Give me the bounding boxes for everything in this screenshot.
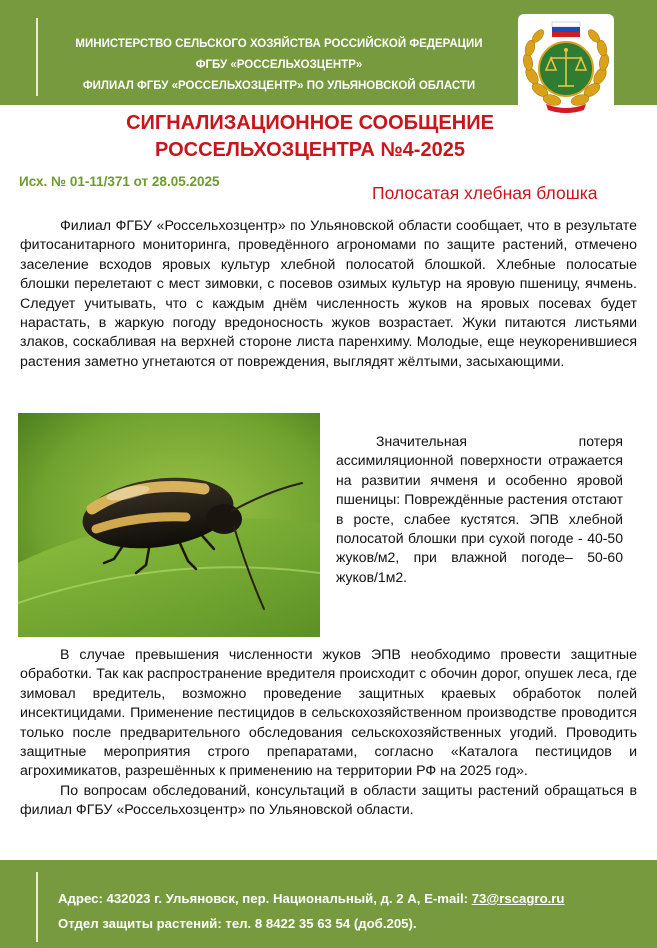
treatment-text: В случае превышения численности жуков ЭПВ необходимо провести защитные обработки. Так как распространение вредителя происходит с обочин дорог, опушек леса, где зимовал вредитель, возможно проведение защитных краевых обработок полей инсектицидами. Применение пестицидов в сельскохозяйственном производстве проводится только после предварительного обследования сельскохозяйственных угодий. Проводить защитные мероприятия строго препаратами, согласно «Каталога пестицидов и агрохимикатов, разрешённых к применению на территории РФ на 2025 год». — [20, 647, 637, 780]
footer-contacts — [58, 886, 564, 936]
header-divider-line — [36, 18, 38, 96]
page-title — [80, 110, 540, 164]
email-link[interactable]: 73@rscagro.ru — [471, 891, 565, 906]
intro-paragraph — [20, 217, 637, 372]
header-organization — [44, 34, 514, 97]
footer-address: Адрес: 432023 г. Ульяновск, пер. Национальный, д. 2 А, E-mail: — [58, 891, 472, 906]
contact-paragraph — [20, 782, 637, 821]
contact-text: По вопросам обследований, консультаций в области защиты растений обращаться в филиал ФГБУ «Россельхозцентр» по Ульяновской области. — [20, 782, 637, 819]
footer-address-line — [58, 886, 564, 911]
title-line-2: РОССЕЛЬХОЗЦЕНТРА №4-2025 — [155, 139, 465, 161]
title-line-1: СИГНАЛИЗАЦИОННОЕ СООБЩЕНИЕ — [126, 112, 494, 134]
intro-text: Филиал ФГБУ «Россельхозцентр» по Ульяновской области сообщает, что в результате фитосанитарного мониторинга, проведённого агрономами по защите растений, отмечено заселение всходов яровых культур хлебной полосатой блошкой. Хлебные полосатые блошки перелетают с мест зимовки, с посевов озимых культур на яровую пшеницу, ячмень. Следует учитывать, что с каждым днём численность жуков на яровых посевах будет нарастать, в жаркую погоду вредоносность жуков возрастает. Жуки питаются листьями злаков, соскабливая на верхней стороне листа паренхиму. Молодые, еще неукоренившиеся растения заметно угнетаются от повреждения, выглядят жёлтыми, засыхающими. — [20, 218, 637, 370]
footer-divider-line — [36, 872, 38, 942]
treatment-section — [20, 646, 637, 821]
side-text: Значительная потеря ассимиляционной поверхности отражается на развитии ячменя и особенно яровой пшеницы: Повреждённые растения отстают в росте, слабее кустятся. ЭПВ хлебной полосатой блошки при сухой погоде - 40-50 жуков/м2, при влажной погоде– 50-60 жуков/1м2. — [336, 433, 623, 585]
header-fgbu: ФГБУ «РОССЕЛЬХОЗЦЕНТР» — [195, 59, 363, 71]
treatment-paragraph — [20, 646, 637, 782]
header-branch: ФИЛИАЛ ФГБУ «РОССЕЛЬХОЗЦЕНТР» ПО УЛЬЯНОВСКОЙ ОБЛАСТИ — [82, 80, 476, 92]
side-paragraph — [336, 432, 623, 587]
footer-phone: Отдел защиты растений: тел. 8 8422 35 63 54 (доб.205). — [58, 916, 417, 931]
header-ministry: МИНИСТЕРСТВО СЕЛЬСКОГО ХОЗЯЙСТВА РОССИЙСКОЙ ФЕДЕРАЦИИ — [75, 38, 483, 50]
ministry-emblem-icon — [518, 14, 614, 116]
flea-beetle-photo-icon — [18, 413, 320, 637]
outgoing-reference: Исх. № 01-11/371 от 28.05.2025 — [19, 174, 220, 189]
pest-name: Полосатая хлебная блошка — [372, 183, 598, 203]
